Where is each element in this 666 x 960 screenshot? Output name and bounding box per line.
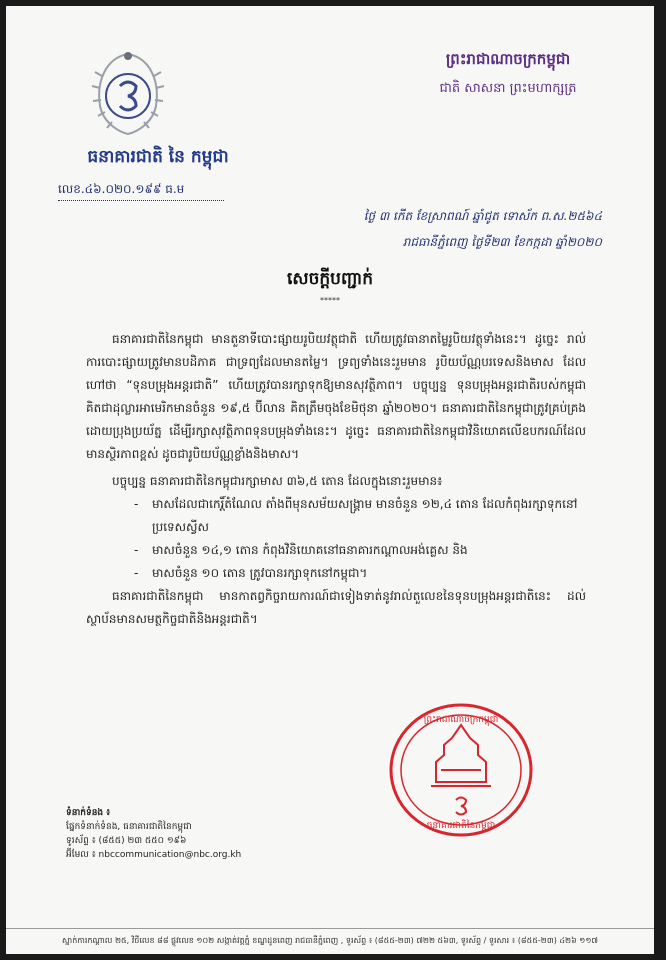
lunar-date: ថ្ងៃ ៣ កើត ខែស្រាពណ៍ ឆ្នាំជូត ទោស័ក ព.ស.២៥៦៤ [363,209,602,223]
paragraph-3: ធនាគារជាតិនៃកម្ពុជា មានកាតព្វកិច្ចរាយការណ៍ជាទៀងទាត់នូវរាល់តួលេខនៃទុនបម្រុងអន្តរជាតិនេះ ដល់ស្ថាប័នមានសមត្ថកិច្ចជាតិនិងអន្តរជាតិ។ [86,589,586,626]
bank-logo-emblem [88,46,168,141]
list-item: - មាសដែលជាកេរ្តិ៍តំណែល តាំងពីមុនសម័យសង្គ្រាម មានចំនួន ១២,៤ តោន ដែលកំពុងរក្សាទុកនៅប្រទេសស្វីស [134,493,586,539]
paragraph-2: បច្ចុប្បន្ន ធនាគារជាតិនៃកម្ពុជារក្សាមាស ៣៦,៥ តោន ដែលក្នុងនោះរួមមាន៖ [112,474,443,488]
footer-address: ស្នាក់ការកណ្តាល ២៥, វិថីលេខ ៨៨ ផ្លូវលេខ ១០២ សង្កាត់វត្តភ្នំ ខណ្ឌដូនពេញ រាជធានីភ្នំពេញ , ទូរស័ព្ទ ៖ (៨៥៥-២៣) ៧២២ ៥៦៣, ទូរស័ព្ទ / ទូរសារ ៖ (៨៥៥-២៣) ៤២៦ ១១៧ [6,928,654,947]
solar-date: រាជធានីភ្នំពេញ ថ្ងៃទី២៣ ខែកក្កដា ឆ្នាំ២០២០ [402,235,602,249]
seal-bottom-text: ធនាគារជាតិនៃកម្ពុជា [426,821,496,831]
document-title: សេចក្តីបញ្ជាក់ [287,269,373,289]
contact-heading: ទំនាក់ទំនង ៖ [66,808,111,818]
official-seal-stamp [386,700,536,840]
seal-top-text: ព្រះរាជាណាចក្រកម្ពុជា [423,715,499,725]
bank-name: ធនាគារជាតិ នៃ កម្ពុជា [87,147,229,167]
list-item: - មាសចំនួន ១០ តោន ត្រូវបានរក្សាទុកនៅកម្ពុជា។ [134,562,586,585]
document-body [86,328,586,631]
document-page [6,6,654,954]
national-motto: ជាតិ សាសនា ព្រះមហាក្សត្រ [439,81,577,96]
list-item: - មាសចំនួន ១៤,១ តោន កំពុងវិនិយោគនៅធនាគារកណ្តាលអង់គ្លេស និង [134,539,586,562]
contact-email: អ៊ីមែល ៖ nbccommunication@nbc.org.kh [66,850,242,860]
contact-block [66,806,241,862]
title-ornament: ***** [320,296,340,305]
gold-holdings-list [86,493,586,585]
contact-department: ផ្នែកទំនាក់ទំនង, ធនាគារជាតិនៃកម្ពុជា [66,822,192,832]
kingdom-name: ព្រះរាជាណាចក្រកម្ពុជា [445,50,571,68]
reference-number: លេខ.៤៦.០២០.១៩៩ ធ.ម [58,181,224,201]
contact-phone: ទូរស័ព្ទ ៖ (៨៥៥) ២៣ ៥៥០ ១៩៦ [66,836,187,846]
paragraph-1: ធនាគារជាតិនៃកម្ពុជា មានតួនាទីបោះផ្សាយរូបិយវត្ថុជាតិ ហើយត្រូវធានាតម្លៃរូបិយវត្ថុទាំងនេះ។ ដូច្នេះ រាល់ការបោះផ្សាយត្រូវមានបដិភាគ ជាទ្រព្យដែលមានតម្លៃ។ ទ្រព្យទាំងនេះរួមមាន រូបិយប័ណ្ណបរទេសនិងមាស ដែលហៅថា “ទុនបម្រុងអន្តរជាតិ” ហើយត្រូវបានរក្សាទុកឱ្យមានសុវត្ថិភាព។ បច្ចុប្បន្ន ទុនបម្រុងអន្តរជាតិរបស់កម្ពុជាគិតជាដុល្លារអាមេរិកមានចំនួន ១៩,៥ ប៊ីលាន គិតត្រឹមចុងខែមិថុនា ឆ្នាំ២០២០។ ធនាគារជាតិនៃកម្ពុជាត្រូវគ្រប់គ្រងដោយប្រុងប្រយ័ត្ន ដើម្បីរក្សាសុវត្ថិភាពទុនបម្រុងទាំងនេះ។ ដូច្នេះ ធនាគារជាតិនៃកម្ពុជាវិនិយោគលើឧបករណ៍ដែលមានស្ថិរភាពខ្ពស់ ដូចជារូបិយប័ណ្ណខ្លាំងនិងមាស។ [86,332,586,461]
kingdom-header [408,50,608,99]
